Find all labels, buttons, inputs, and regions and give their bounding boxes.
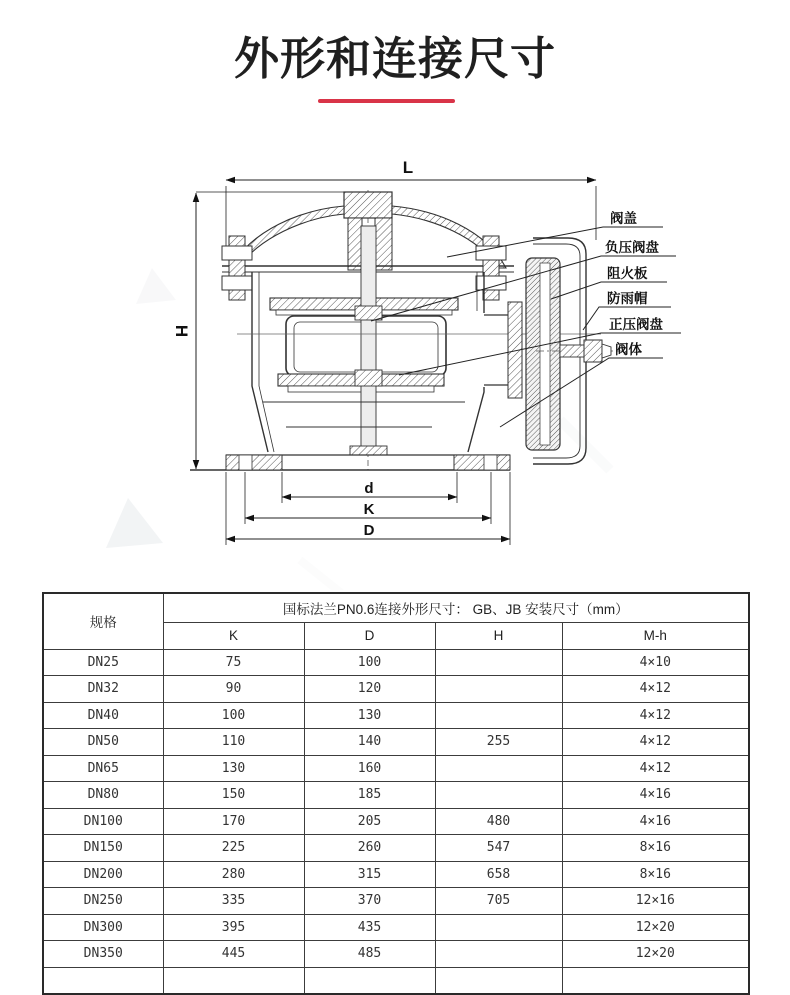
spec-cell: DN32 <box>43 676 163 703</box>
value-cell: 130 <box>304 702 435 729</box>
value-cell: 4×10 <box>562 649 749 676</box>
spec-cell: DN200 <box>43 861 163 888</box>
table-row <box>43 941 749 968</box>
value-cell: 4×12 <box>562 676 749 703</box>
column-header-Mh: M-h <box>562 622 749 649</box>
table-row <box>43 835 749 862</box>
value-cell: 4×16 <box>562 808 749 835</box>
value-cell: 12×16 <box>562 888 749 915</box>
value-cell: 480 <box>435 808 562 835</box>
table-row <box>43 888 749 915</box>
column-header-K: K <box>163 622 304 649</box>
value-cell: 658 <box>435 861 562 888</box>
empty-cell <box>43 967 163 994</box>
value-cell: 8×16 <box>562 835 749 862</box>
value-cell: 435 <box>304 914 435 941</box>
value-cell: 140 <box>304 729 435 756</box>
value-cell: 100 <box>163 702 304 729</box>
spec-cell: DN40 <box>43 702 163 729</box>
value-cell <box>435 676 562 703</box>
spec-table-body <box>43 649 749 994</box>
value-cell: 205 <box>304 808 435 835</box>
value-cell: 370 <box>304 888 435 915</box>
spec-column-header: 规格 <box>43 593 163 649</box>
value-cell: 335 <box>163 888 304 915</box>
group-header: 国标法兰PN0.6连接外形尺寸： GB、JB 安装尺寸（mm） <box>163 593 749 622</box>
spec-cell: DN25 <box>43 649 163 676</box>
valve-body-drawing <box>190 190 624 472</box>
spec-cell: DN250 <box>43 888 163 915</box>
value-cell: 705 <box>435 888 562 915</box>
part-label-rain-cap: 防雨帽 <box>607 291 648 306</box>
value-cell: 547 <box>435 835 562 862</box>
spec-cell: DN350 <box>43 941 163 968</box>
value-cell <box>435 649 562 676</box>
table-row <box>43 861 749 888</box>
empty-cell <box>435 967 562 994</box>
spec-cell: DN100 <box>43 808 163 835</box>
left-bolt <box>222 236 252 300</box>
value-cell <box>435 941 562 968</box>
table-row <box>43 702 749 729</box>
value-cell: 255 <box>435 729 562 756</box>
table-row <box>43 729 749 756</box>
value-cell: 12×20 <box>562 914 749 941</box>
spec-cell: DN300 <box>43 914 163 941</box>
value-cell: 395 <box>163 914 304 941</box>
empty-cell <box>163 967 304 994</box>
title-block <box>0 0 790 88</box>
empty-cell <box>304 967 435 994</box>
part-label-pressure-disc: 正压阀盘 <box>609 317 663 332</box>
flame-arrester-plate <box>526 258 560 450</box>
value-cell: 4×12 <box>562 702 749 729</box>
table-row <box>43 808 749 835</box>
value-cell: 8×16 <box>562 861 749 888</box>
value-cell: 75 <box>163 649 304 676</box>
value-cell: 110 <box>163 729 304 756</box>
value-cell: 445 <box>163 941 304 968</box>
column-header-H: H <box>435 622 562 649</box>
dim-label-L: L <box>402 158 414 177</box>
value-cell <box>435 702 562 729</box>
value-cell: 185 <box>304 782 435 809</box>
value-cell: 4×12 <box>562 755 749 782</box>
value-cell: 130 <box>163 755 304 782</box>
value-cell <box>435 914 562 941</box>
value-cell: 4×16 <box>562 782 749 809</box>
dim-label-D: D <box>363 522 375 539</box>
value-cell: 315 <box>304 861 435 888</box>
part-label-flame-arrester: 阻火板 <box>607 266 648 281</box>
dimension-spec-table <box>42 592 750 995</box>
part-label-valve-body: 阀体 <box>615 342 642 357</box>
table-row <box>43 914 749 941</box>
valve-technical-drawing <box>90 138 730 590</box>
dim-label-K: K <box>363 501 375 518</box>
value-cell <box>435 782 562 809</box>
table-row <box>43 755 749 782</box>
column-header-D: D <box>304 622 435 649</box>
value-cell: 4×12 <box>562 729 749 756</box>
value-cell: 150 <box>163 782 304 809</box>
value-cell: 485 <box>304 941 435 968</box>
spec-cell: DN65 <box>43 755 163 782</box>
value-cell: 90 <box>163 676 304 703</box>
table-row <box>43 649 749 676</box>
part-label-vacuum-disc: 负压阀盘 <box>605 240 659 255</box>
part-label-valve-cover: 阀盖 <box>610 211 637 226</box>
value-cell: 160 <box>304 755 435 782</box>
value-cell <box>435 755 562 782</box>
spec-cell: DN80 <box>43 782 163 809</box>
table-row-cutoff <box>43 967 749 994</box>
table-row <box>43 782 749 809</box>
value-cell: 12×20 <box>562 941 749 968</box>
value-cell: 100 <box>304 649 435 676</box>
spec-cell: DN150 <box>43 835 163 862</box>
value-cell: 260 <box>304 835 435 862</box>
spec-cell: DN50 <box>43 729 163 756</box>
value-cell: 225 <box>163 835 304 862</box>
dim-label-H: H <box>172 324 191 338</box>
title-accent-underline <box>318 99 455 103</box>
table-row <box>43 676 749 703</box>
dim-label-d: d <box>364 480 374 497</box>
value-cell: 120 <box>304 676 435 703</box>
page-title: 外形和连接尺寸 <box>233 33 556 84</box>
empty-cell <box>562 967 749 994</box>
value-cell: 170 <box>163 808 304 835</box>
value-cell: 280 <box>163 861 304 888</box>
